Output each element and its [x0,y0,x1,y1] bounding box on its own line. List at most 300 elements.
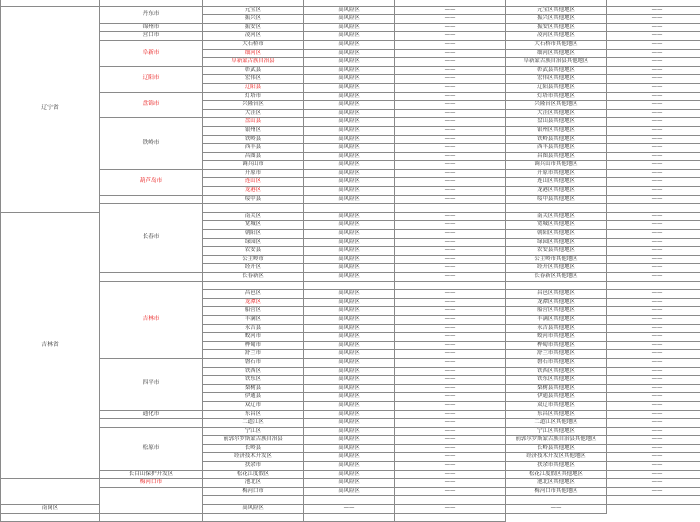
table-row [1,358,700,367]
city-cell: 丹东市 [100,6,203,23]
province-cell: 辽宁省 [1,6,100,212]
mark2-cell: —— [607,195,700,204]
district-cell: 西丰县 [203,144,304,153]
risk-level-cell: 高风险区 [304,92,395,101]
mark-cell: —— [395,92,506,101]
mark-cell: —— [395,419,506,428]
district-cell [203,281,304,290]
city-cell: 吉林市 [100,281,203,358]
mark-cell: —— [395,393,506,402]
mark-cell: —— [395,273,506,282]
district-cell: 南岗区 [1,505,100,514]
district-cell: 二道江区 [203,419,304,428]
district-cell: 前郭尔罗斯蒙古族自治县 [203,436,304,445]
area-name-cell: 磐石市其他地区 [506,358,607,367]
mark2-cell: —— [607,376,700,385]
city-cell: 营口市 [100,32,203,41]
city-cell: 长春市 [100,204,203,273]
district-cell: 大洼区 [203,109,304,118]
district-cell: 昌邑区 [203,290,304,299]
mark2-cell: —— [607,333,700,342]
risk-level-cell: 高风险区 [304,462,395,471]
mark2-cell: —— [607,436,700,445]
district-cell: 磐石市 [203,358,304,367]
area-name-cell: 昌邑区其他地区 [506,290,607,299]
district-cell [1,513,100,522]
mark2-cell: —— [607,75,700,84]
district-cell: 龙潭区 [203,298,304,307]
table-row [1,23,700,32]
mark-cell: —— [395,427,506,436]
area-name-cell: 银州区其他地区 [506,126,607,135]
area-name-cell: 公主岭市其他地区 [506,255,607,264]
area-name-cell: 伊通县其他地区 [506,393,607,402]
mark2-cell [607,281,700,290]
mark2-cell: —— [607,15,700,24]
mark-cell: —— [395,462,506,471]
mark-cell: —— [395,109,506,118]
table-row [1,427,700,436]
area-name-cell: 东昌区其他地区 [506,410,607,419]
area-name-cell: 开原市其他地区 [506,169,607,178]
area-name-cell: 龙港区其他地区 [506,187,607,196]
risk-level-cell: 高风险区 [304,195,395,204]
mark-cell: —— [395,135,506,144]
city-cell: 通化市 [100,410,203,419]
risk-level-cell: 高风险区 [304,187,395,196]
mark-cell: —— [395,358,506,367]
area-name-cell: 船营区其他地区 [506,307,607,316]
mark2-cell: —— [607,350,700,359]
city-cell [100,273,203,282]
risk-level-cell [304,204,395,213]
area-name-cell: 农安县其他地区 [506,247,607,256]
mark2-cell: —— [607,187,700,196]
district-cell: 调兵山市 [203,161,304,170]
area-name-cell: 昌图县其他地区 [506,152,607,161]
mark-cell [395,496,506,505]
area-name-cell: 永吉县其他地区 [506,324,607,333]
mark-cell: —— [395,32,506,41]
risk-level-cell: 高风险区 [304,436,395,445]
area-name-cell: 长春新区其他地区 [506,273,607,282]
mark2-cell: —— [607,298,700,307]
mark2-cell: —— [607,221,700,230]
area-name-cell: 辽阳县其他地区 [506,83,607,92]
table-row [1,470,700,479]
area-name-cell: 扶余市其他地区 [506,462,607,471]
mark2-cell: —— [607,238,700,247]
mark-cell: —— [395,58,506,67]
district-cell: 长春新区 [203,273,304,282]
risk-level-cell: 高风险区 [304,83,395,92]
mark-cell: —— [395,230,506,239]
mark2-cell: —— [607,32,700,41]
district-cell: 阜新蒙古族自治县 [203,58,304,67]
mark2-cell [607,496,700,505]
district-cell: 银州区 [203,126,304,135]
mark2-cell: —— [607,118,700,127]
area-name-cell: 兴隆台区其他地区 [506,101,607,110]
table-row [1,40,700,49]
risk-level-cell: 高风险区 [304,75,395,84]
table-row [1,118,700,127]
table-row [1,92,700,101]
district-cell: 铁西区 [203,367,304,376]
table-row [1,487,700,496]
mark-cell: —— [395,367,506,376]
mark-cell [395,204,506,213]
city-cell [100,419,203,428]
risk-level-cell: 高风险区 [304,350,395,359]
risk-level-cell: 高风险区 [304,444,395,453]
risk-level-cell [304,281,395,290]
mark2-cell: —— [607,101,700,110]
mark-cell: —— [395,161,506,170]
district-cell [203,204,304,213]
risk-level-cell: 高风险区 [304,66,395,75]
risk-level-cell: 高风险区 [304,32,395,41]
mark-cell: —— [395,49,506,58]
mark-cell: —— [395,315,506,324]
mark-cell: —— [395,15,506,24]
mark-cell: —— [395,195,506,204]
risk-level-cell: 高风险区 [304,23,395,32]
city-cell: 四平市 [100,358,203,410]
area-name-cell: 经济技术开发区其他地区 [506,453,607,462]
table-row [1,6,700,15]
mark-cell: —— [395,212,506,221]
area-name-cell: 盘山县其他地区 [506,118,607,127]
mark-cell: —— [395,152,506,161]
district-cell: 振安区 [203,23,304,32]
mark2-cell: —— [607,419,700,428]
mark-cell: —— [395,126,506,135]
mark2-cell: —— [607,393,700,402]
risk-level-cell: 高风险区 [203,505,304,514]
area-name-cell: 前郭尔罗斯蒙古族自治县其他地区 [506,436,607,445]
area-name-cell: 池北区其他地区 [506,479,607,488]
area-name-cell [506,496,607,505]
table-row [1,410,700,419]
city-cell: 梅河口市 [100,479,203,488]
area-name-cell: 宁江区其他地区 [506,427,607,436]
risk-level-cell [304,496,395,505]
mark-cell [395,281,506,290]
mark-cell: —— [395,6,506,15]
area-name-cell: 经开区其他地区 [506,264,607,273]
area-name-cell: 蛟河市其他地区 [506,333,607,342]
area-name-cell: 西丰县其他地区 [506,144,607,153]
mark-cell: —— [395,247,506,256]
mark2-cell: —— [607,49,700,58]
mark2-cell: —— [607,470,700,479]
province-cell [1,479,100,505]
mark2-cell: —— [607,58,700,67]
risk-level-cell: 高风险区 [304,470,395,479]
area-name-cell: 振兴区其他地区 [506,15,607,24]
area-name-cell: 绥中县其他地区 [506,195,607,204]
city-cell: 铁岭市 [100,118,203,170]
mark2-cell: —— [607,6,700,15]
mark-cell: —— [395,144,506,153]
mark-cell: —— [395,333,506,342]
risk-level-cell: 高风险区 [304,479,395,488]
district-cell [203,496,304,505]
district-cell: 长岭县 [203,444,304,453]
risk-level-cell: 高风险区 [304,255,395,264]
district-cell: 南关区 [203,212,304,221]
area-name-cell: 双辽市其他地区 [506,401,607,410]
mark-cell: —— [395,23,506,32]
area-name-cell: 丰满区其他地区 [506,315,607,324]
mark2-cell: —— [607,230,700,239]
mark-cell: —— [395,376,506,385]
risk-level-cell: 高风险区 [304,264,395,273]
mark-cell: —— [395,324,506,333]
mark-cell: —— [395,479,506,488]
mark2-cell: —— [607,273,700,282]
district-cell: 宁江区 [203,427,304,436]
mark-cell: —— [395,290,506,299]
district-cell: 永吉县 [203,324,304,333]
mark-cell: —— [395,101,506,110]
district-cell: 宽城区 [203,221,304,230]
district-cell: 振兴区 [203,15,304,24]
mark-cell: —— [395,487,506,496]
city-cell [100,487,203,513]
area-name-cell: 长岭县其他地区 [506,444,607,453]
mark2-cell: —— [607,479,700,488]
mark-cell: —— [395,436,506,445]
mark2-cell: —— [607,487,700,496]
area-name-cell [304,513,395,522]
mark2-cell: —— [607,212,700,221]
area-name-cell: 铁西区其他地区 [506,367,607,376]
city-cell: 松原市 [100,427,203,470]
table-row [1,66,700,75]
district-cell: 伊通县 [203,393,304,402]
mark2-cell: —— [607,427,700,436]
risk-level-cell: 高风险区 [304,341,395,350]
table-row [1,195,700,204]
risk-level-cell [100,513,203,522]
area-name-cell [506,204,607,213]
risk-level-cell: 高风险区 [304,169,395,178]
area-name-cell: 细河区其他地区 [506,49,607,58]
district-cell: 铁岭县 [203,135,304,144]
district-cell: 兴隆台区 [203,101,304,110]
risk-level-cell: 高风险区 [304,49,395,58]
risk-level-cell: 高风险区 [304,324,395,333]
district-cell: 彰武县 [203,66,304,75]
mark-cell: —— [395,384,506,393]
risk-level-cell: 高风险区 [304,315,395,324]
table-row [1,273,700,282]
mark-cell: —— [395,410,506,419]
risk-level-cell: 高风险区 [304,109,395,118]
district-cell: 舒兰市 [203,350,304,359]
mark2-cell: —— [607,324,700,333]
risk-level-cell: 高风险区 [304,401,395,410]
mark2-cell: —— [607,152,700,161]
mark-cell: —— [395,298,506,307]
area-name-cell: 朝阳区其他地区 [506,230,607,239]
city-cell [100,195,203,204]
area-name-cell: 大洼区其他地区 [506,109,607,118]
area-name-cell: 桦甸市其他地区 [506,341,607,350]
mark2-cell: —— [607,462,700,471]
risk-level-cell: 高风险区 [304,40,395,49]
risk-level-cell: 高风险区 [304,290,395,299]
mark2-cell: —— [607,453,700,462]
mark-cell: —— [395,264,506,273]
district-cell: 绥中县 [203,195,304,204]
district-cell: 细河区 [203,49,304,58]
district-cell: 元宝区 [203,6,304,15]
risk-level-cell: 高风险区 [304,367,395,376]
mark2-cell: —— [607,255,700,264]
risk-level-cell: 高风险区 [304,230,395,239]
risk-level-cell: 高风险区 [304,101,395,110]
area-name-cell: 松花江度假区其他地区 [506,470,607,479]
mark2-cell: —— [607,135,700,144]
district-cell: 昌图县 [203,152,304,161]
risk-level-cell: 高风险区 [304,427,395,436]
risk-level-cell: 高风险区 [304,221,395,230]
risk-level-cell: 高风险区 [304,487,395,496]
mark2-cell: —— [607,144,700,153]
mark-cell: —— [395,169,506,178]
mark2-cell: —— [607,92,700,101]
mark-cell: —— [395,75,506,84]
risk-level-cell: 高风险区 [304,212,395,221]
district-cell: 开原市 [203,169,304,178]
mark2-cell: —— [607,307,700,316]
table-body [1,0,700,522]
risk-level-cell: 高风险区 [304,376,395,385]
mark-cell: —— [395,350,506,359]
mark-cell: —— [304,505,395,514]
mark-cell: —— [395,187,506,196]
risk-level-cell: 高风险区 [304,6,395,15]
mark2-cell: —— [607,315,700,324]
risk-level-cell: 高风险区 [304,144,395,153]
risk-level-cell: 高风险区 [304,126,395,135]
mark2-cell: —— [607,83,700,92]
mark-cell: —— [395,178,506,187]
risk-level-cell: 高风险区 [304,238,395,247]
area-name-cell: 铁岭县其他地区 [506,135,607,144]
mark2-cell: —— [607,161,700,170]
mark-cell [203,513,304,522]
district-cell: 铁东区 [203,376,304,385]
risk-level-cell: 高风险区 [304,410,395,419]
district-cell: 丰满区 [203,315,304,324]
mark-cell: —— [395,307,506,316]
mark-cell: —— [395,255,506,264]
province-cell: 吉林省 [1,212,100,478]
mark-cell: —— [395,40,506,49]
mark-cell: —— [395,238,506,247]
risk-level-cell: 高风险区 [304,333,395,342]
mark2-cell: —— [607,109,700,118]
risk-level-cell: 高风险区 [304,273,395,282]
mark2-cell: —— [607,384,700,393]
mark-cell: —— [395,118,506,127]
city-cell: 葫芦岛市 [100,169,203,195]
risk-level-cell: 高风险区 [304,358,395,367]
risk-level-cell: 高风险区 [304,58,395,67]
area-name-cell: 大石桥市其他地区 [506,40,607,49]
mark2-cell: —— [607,264,700,273]
risk-level-cell: 高风险区 [304,298,395,307]
area-name-cell: 南关区其他地区 [506,212,607,221]
district-cell: 梨树县 [203,384,304,393]
district-cell: 绿园区 [203,238,304,247]
mark-cell: —— [395,341,506,350]
mark-cell: —— [395,83,506,92]
city-cell: 盘锦市 [100,92,203,118]
district-cell: 盘山县 [203,118,304,127]
area-name-cell: 调兵山市其他地区 [506,161,607,170]
area-name-cell: 宽城区其他地区 [506,221,607,230]
mark2-cell [607,204,700,213]
risk-level-cell: 高风险区 [304,178,395,187]
risk-level-cell: 高风险区 [304,161,395,170]
city-cell: 辽阳市 [100,66,203,92]
mark2-cell: —— [607,290,700,299]
risk-level-cell: 高风险区 [304,118,395,127]
mark2-cell: —— [607,401,700,410]
mark2-cell: —— [607,169,700,178]
area-name-cell: 灯塔市其他地区 [506,92,607,101]
district-cell: 大石桥市 [203,40,304,49]
table-row [1,204,700,213]
mark2-cell: —— [607,23,700,32]
area-name-cell [506,281,607,290]
area-name-cell: 二道江区其他地区 [506,419,607,428]
mark2-cell: —— [607,341,700,350]
mark2-cell: —— [607,367,700,376]
district-cell: 凌河区 [203,32,304,41]
district-cell: 辽阳县 [203,83,304,92]
table-row [1,419,700,428]
city-cell: 阜新市 [100,40,203,66]
area-name-cell: 阜新蒙古族自治县其他地区 [506,58,607,67]
district-cell: 梅河口市 [203,487,304,496]
city-cell: 锦州市 [100,23,203,32]
mark-cell: —— [395,453,506,462]
district-cell: 东昌区 [203,410,304,419]
risk-level-cell: 高风险区 [304,393,395,402]
table-row [1,479,700,488]
district-cell: 连山区 [203,178,304,187]
area-name-cell: 元宝区其他地区 [506,6,607,15]
area-name-cell: 绿园区其他地区 [506,238,607,247]
mark2-cell: —— [607,410,700,419]
district-cell: 朝阳区 [203,230,304,239]
mark2-cell: —— [506,505,607,514]
area-name-cell: —— [395,505,506,514]
risk-level-cell: 高风险区 [304,384,395,393]
mark2-cell: —— [607,444,700,453]
risk-level-cell: 高风险区 [304,307,395,316]
risk-level-cell: 高风险区 [304,453,395,462]
district-cell: 松花江度假区 [203,470,304,479]
area-name-cell: 彰武县其他地区 [506,66,607,75]
table-row [1,32,700,41]
